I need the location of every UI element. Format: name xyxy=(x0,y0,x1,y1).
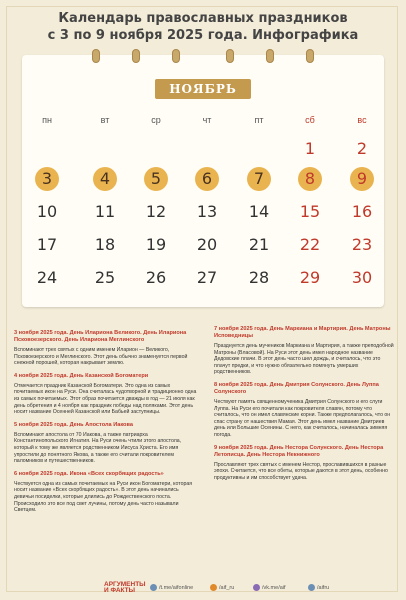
link-text: /t.me/aifonline xyxy=(159,584,194,591)
calendar-day[interactable]: 11 xyxy=(94,202,116,221)
event-description: Чествуют память священномученика Дмитрия Солунского и его слуги Луппа. На Руси его почитали как покровителя славян, потому что считалось, что он имел славянские корни. Также предполагалось, что он спас страну от нашествия Мамая. Этот день имел название Дмитриев день или Большие Осенины. С него, как считалось, начиналась зимняя погода. xyxy=(214,398,391,438)
event-heading: 8 ноября 2025 года. День Дмитрия Солунского. День Луппа Солунского xyxy=(214,381,379,395)
event-heading: 7 ноября 2025 года. День Маркиана и Мартирия. День Матроны Исповедницы xyxy=(214,326,391,339)
calendar-day[interactable]: 18 xyxy=(94,235,116,254)
calendar-day[interactable]: 15 xyxy=(299,202,321,221)
link-text: /vk.me/aif xyxy=(262,584,286,591)
calendar-day[interactable]: 9 xyxy=(350,167,374,191)
calendar-day[interactable]: 3 xyxy=(35,167,59,191)
calendar-day[interactable]: 12 xyxy=(145,202,167,221)
calendar-day[interactable]: 2 xyxy=(356,139,368,158)
calendar-day[interactable]: 21 xyxy=(248,235,270,254)
calendar-day[interactable]: 5 xyxy=(144,167,168,191)
calendar-day[interactable]: 8 xyxy=(298,167,322,191)
calendar-day[interactable]: 22 xyxy=(299,235,321,254)
vk-link[interactable] xyxy=(253,584,286,591)
event-description: Празднуется день мучеников Маркиана и Мартирия, а также преподобной Матроны (Власовой). На Руси этот день имел народное название Дедовские плачи. В этот день часто шел дождь, и считалось, что это плачут предки, и что нужно обязательно помянуть умерших родственников. xyxy=(214,343,394,376)
vk-icon xyxy=(308,584,315,591)
calendar-day[interactable]: 20 xyxy=(196,235,218,254)
brand-logo xyxy=(104,582,146,594)
event-heading: 6 ноября 2025 года. Икона «Всех скорбящих радость» xyxy=(14,470,164,477)
event-heading: 4 ноября 2025 года. День Казанской Богоматери xyxy=(14,372,149,379)
binder-ring xyxy=(172,49,180,63)
calendar-day[interactable]: 27 xyxy=(196,268,218,287)
event-description: Вспоминают трех святых с одним именем Иларион — Великого, Псковоезерского и Меглинского. Этот день обычно знаменуется первой снежной порошей, которая накрывает землю. xyxy=(14,347,188,367)
events-right-column xyxy=(214,326,394,487)
weekday-label: пт xyxy=(254,115,264,125)
calendar-day[interactable]: 1 xyxy=(304,139,316,158)
binder-ring xyxy=(226,49,234,63)
weekday-label: вс xyxy=(357,115,367,125)
footer xyxy=(0,582,406,596)
binder-ring xyxy=(266,49,274,63)
month-label: НОЯБРЬ xyxy=(155,79,251,99)
weekday-label: сб xyxy=(305,115,315,125)
calendar-day[interactable]: 19 xyxy=(145,235,167,254)
event-description: Вспоминают апостола от 70 Иакова, а также патриарха Константинопольского Игнатия. На Руси очень чтили этого апостола, который к тому же является родственником Иисуса Христа. Его имя упростили до понятного Якова, а также его считали покровителем паломников и путешественников. xyxy=(14,431,182,465)
binder-ring xyxy=(306,49,314,63)
calendar-day[interactable]: 17 xyxy=(36,235,58,254)
calendar-day[interactable]: 10 xyxy=(36,202,58,221)
calendar-day[interactable]: 26 xyxy=(145,268,167,287)
calendar-day[interactable]: 16 xyxy=(351,202,373,221)
calendar xyxy=(22,55,384,307)
calendar-day[interactable]: 7 xyxy=(247,167,271,191)
calendar-day[interactable]: 28 xyxy=(248,268,270,287)
calendar-day[interactable]: 30 xyxy=(351,268,373,287)
event-heading: 3 ноября 2025 года. День Илариона Великого. День Илариона Псковоезерского. День Илариона Меглинского xyxy=(14,330,187,343)
weekday-label: вт xyxy=(100,115,110,125)
event-description: Отмечается праздник Казанской Богоматери. Это одна из самых почитаемых икон на Руси. Она считалась чудотворной и традиционно одна из самых почитаемых. Этот образ почитается дважды в год — 21 июля как день обретения и 4 ноября как праздник победы над поляками. Этот день носит название Осенней Казанской или Бабьей заступницы. xyxy=(14,382,197,416)
event-description: Прославляют трех святых с именем Нестор, прославившихся в разные эпохи. Считается, что все обеты, которые даются в этот день, особенно продуктивны и им способствует удача. xyxy=(214,461,388,481)
link-text: /aif_ru xyxy=(219,584,235,591)
viber-icon xyxy=(253,584,260,591)
title-line-2: с 3 по 9 ноября 2025 года. Инфографика xyxy=(47,28,359,43)
brand-line-2: И ФАКТЫ xyxy=(104,587,136,594)
binder-ring xyxy=(132,49,140,63)
calendar-day[interactable]: 4 xyxy=(93,167,117,191)
title-line-1: Календарь православных праздников xyxy=(58,11,348,26)
weekday-label: чт xyxy=(202,115,212,125)
calendar-day[interactable]: 25 xyxy=(94,268,116,287)
calendar-day[interactable]: 6 xyxy=(195,167,219,191)
link-text: /aifru xyxy=(317,584,330,591)
event-description: Чествуется одна из самых почитаемых на Руси икон Богоматери, которая носит название «Всех скорбящих радость». В этот день начинались девичьи посиделки, которые длились до Рождественского поста. Происходило это все под свет лучины, потому день часто называли Светцем. xyxy=(14,480,193,514)
calendar-day[interactable]: 14 xyxy=(248,202,270,221)
weekday-label: ср xyxy=(151,115,161,125)
page-title xyxy=(0,10,406,44)
calendar-day[interactable]: 29 xyxy=(299,268,321,287)
telegram-link[interactable] xyxy=(150,584,193,591)
telegram-icon xyxy=(150,584,157,591)
binder-ring xyxy=(92,49,100,63)
brand-line-1: АРГУМЕНТЫ xyxy=(104,581,146,588)
ok-icon xyxy=(210,584,217,591)
calendar-day[interactable]: 24 xyxy=(36,268,58,287)
calendar-day[interactable]: 13 xyxy=(196,202,218,221)
ok-link[interactable] xyxy=(210,584,234,591)
event-heading: 9 ноября 2025 года. День Нестора Солунского. День Нестора Летописца. День Нестора Некнижного xyxy=(214,444,384,458)
calendar-day[interactable]: 23 xyxy=(351,235,373,254)
weekday-label: пн xyxy=(42,115,52,125)
events-left-column xyxy=(14,330,198,520)
event-heading: 5 ноября 2025 года. День Апостола Иакова xyxy=(14,421,133,428)
vk-group-link[interactable] xyxy=(308,584,329,591)
